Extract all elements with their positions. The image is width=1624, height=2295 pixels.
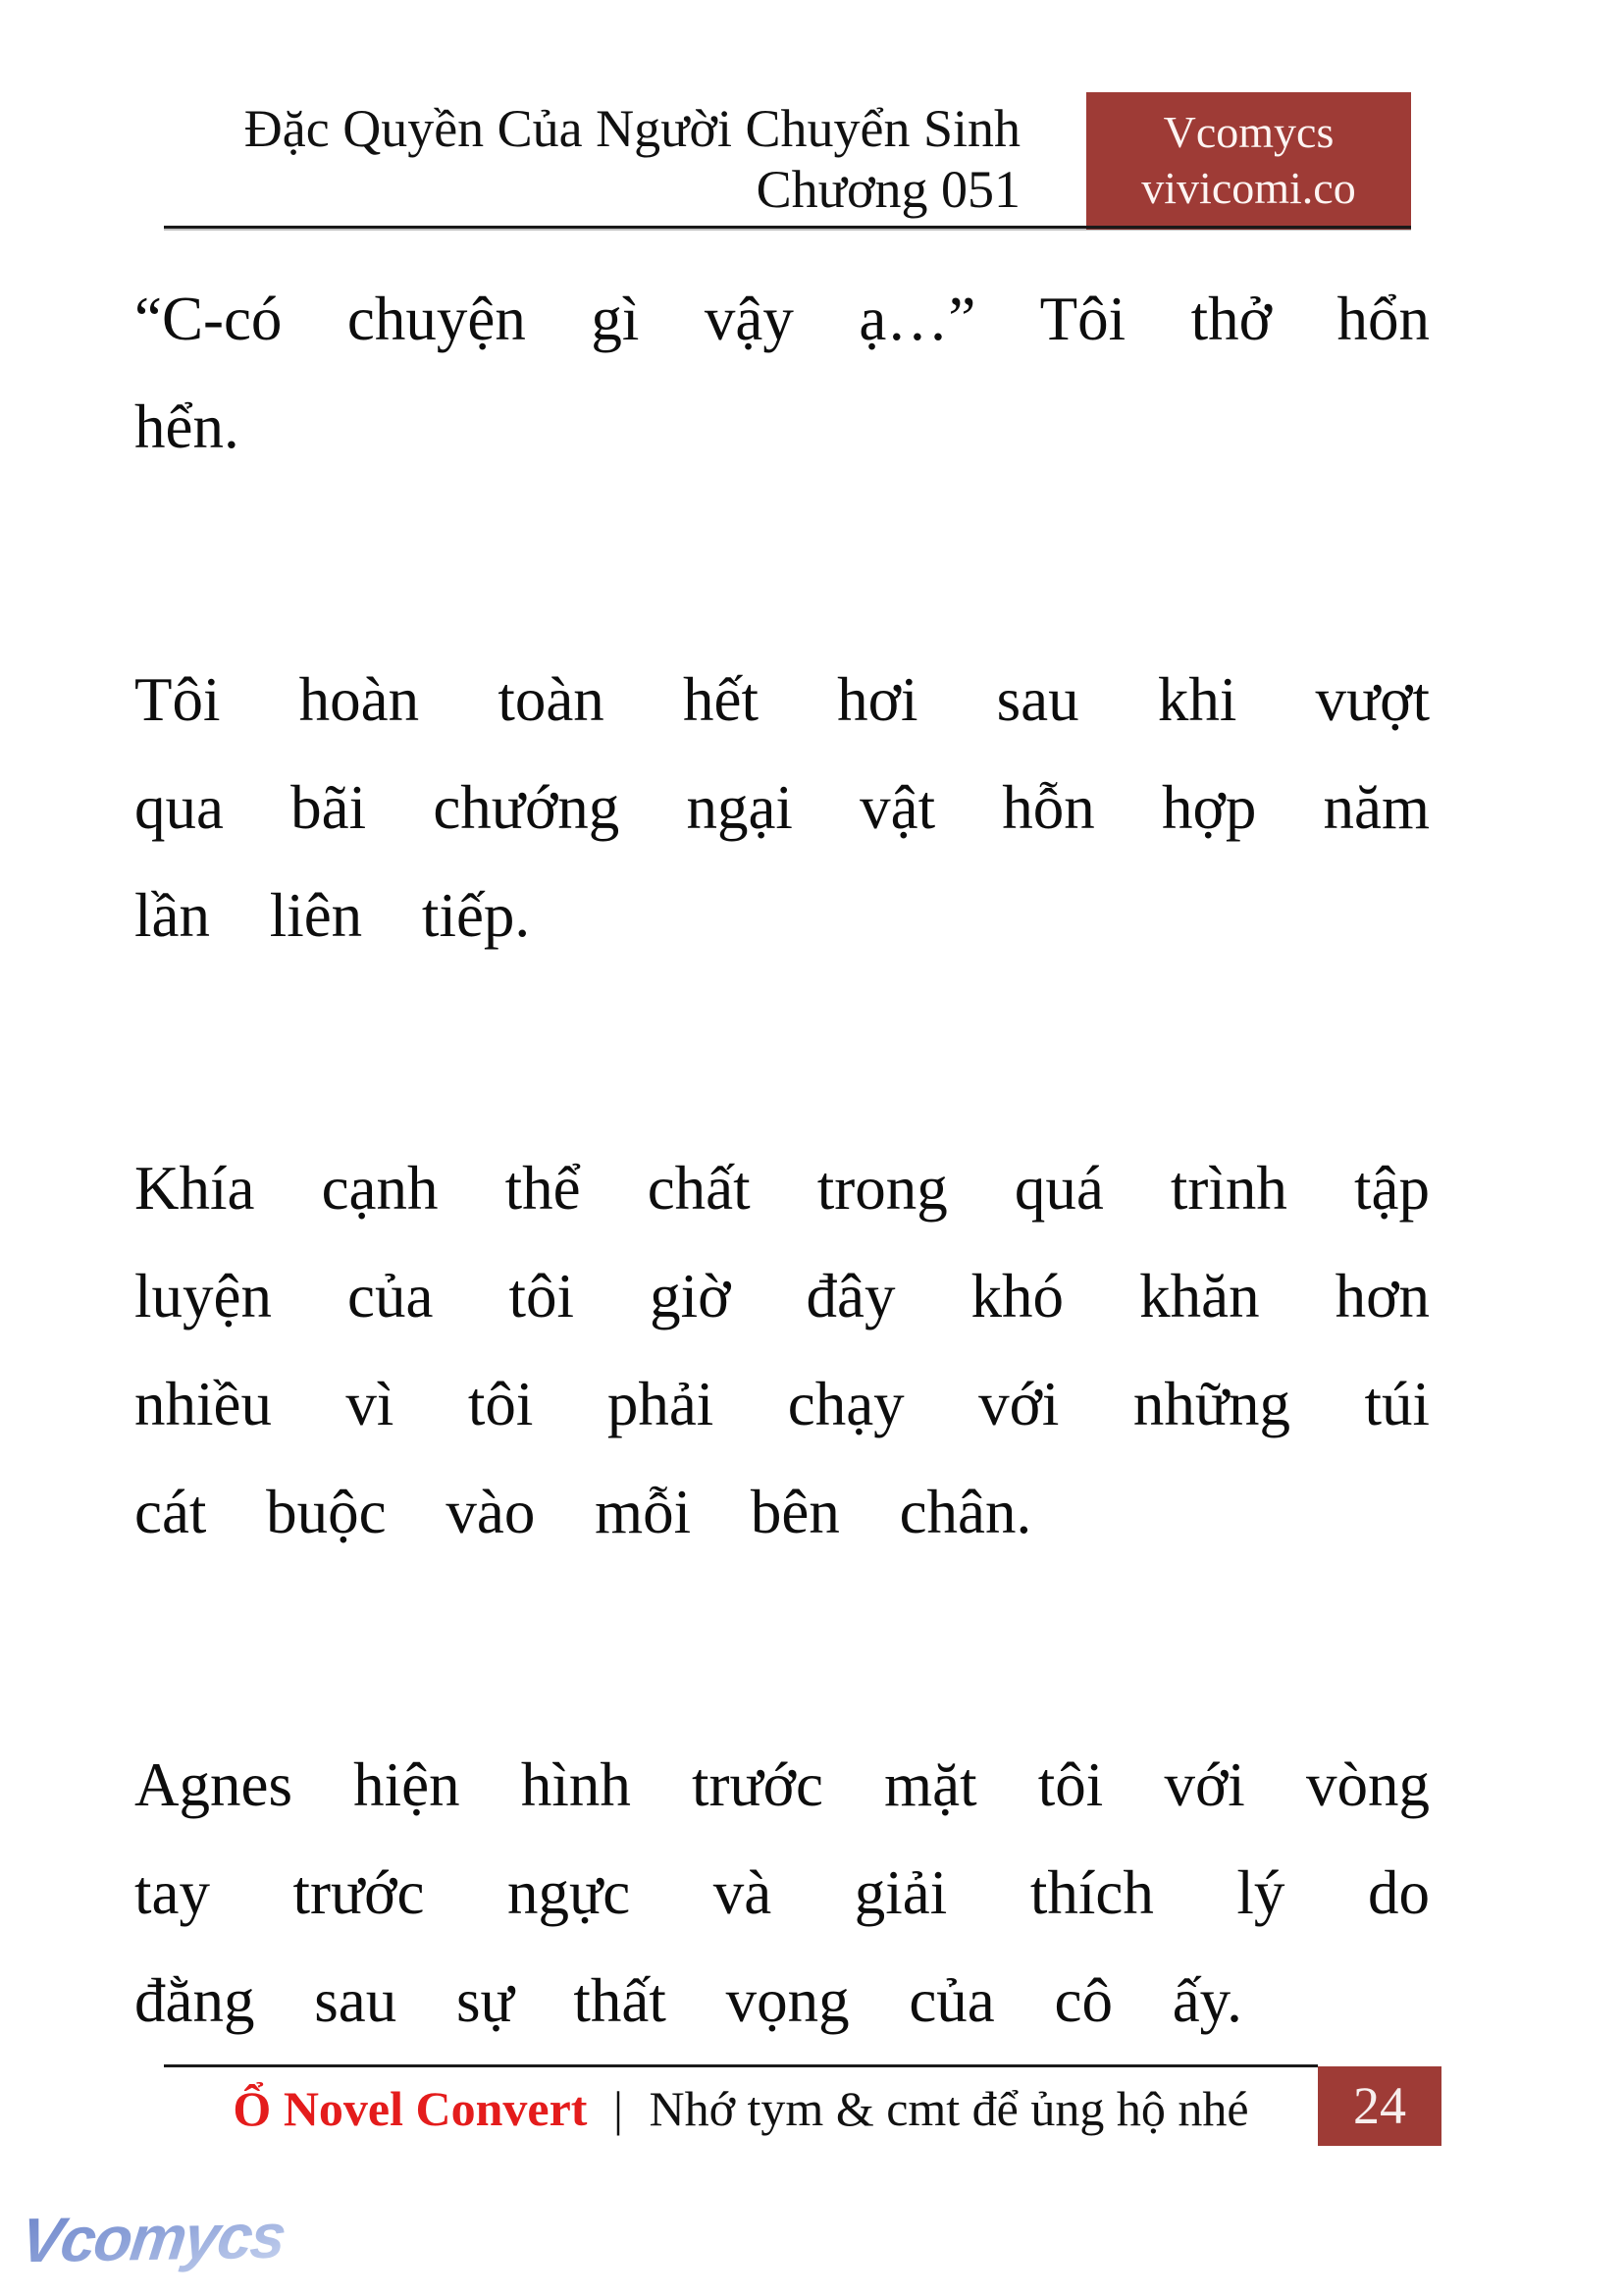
vcomycs-watermark-logo: Vcomycs	[17, 2200, 288, 2276]
chapter-header	[0, 98, 1021, 220]
chapter-body	[134, 265, 1430, 2055]
page-footer	[164, 2078, 1318, 2139]
chapter-number: Chương 051	[756, 160, 1021, 219]
publisher-site: vivicomi.co	[1141, 163, 1356, 213]
support-note: Nhớ tym & cmt để ủng hộ nhé	[649, 2081, 1249, 2136]
page-number-badge: 24	[1318, 2066, 1441, 2146]
publisher-badge	[1086, 92, 1411, 230]
footer-divider	[164, 2064, 1318, 2067]
paragraph-1: “C-có chuyện gì vậy ạ…” Tôi thở hổn hển.	[134, 285, 1430, 461]
header-divider	[164, 226, 1411, 229]
paragraph-3: Khía cạnh thể chất trong quá trình tập luyện của tôi giờ đây khó khăn hơn nhiều vì tôi phải chạy với những túi cát buộc vào mỗi bên chân.	[134, 1154, 1430, 1546]
series-title: Đặc Quyền Của Người Chuyển Sinh	[243, 99, 1021, 158]
footer-separator: |	[612, 2081, 623, 2136]
converter-credit: Ổ Novel Convert	[233, 2081, 588, 2136]
paragraph-2: Tôi hoàn toàn hết hơi sau khi vượt qua bãi chướng ngại vật hỗn hợp năm lần liên tiếp.	[134, 665, 1430, 950]
paragraph-4: Agnes hiện hình trước mặt tôi với vòng tay trước ngực và giải thích lý do đằng sau sự thất vọng của cô ấy.	[134, 1750, 1430, 2035]
publisher-name: Vcomycs	[1163, 107, 1335, 157]
